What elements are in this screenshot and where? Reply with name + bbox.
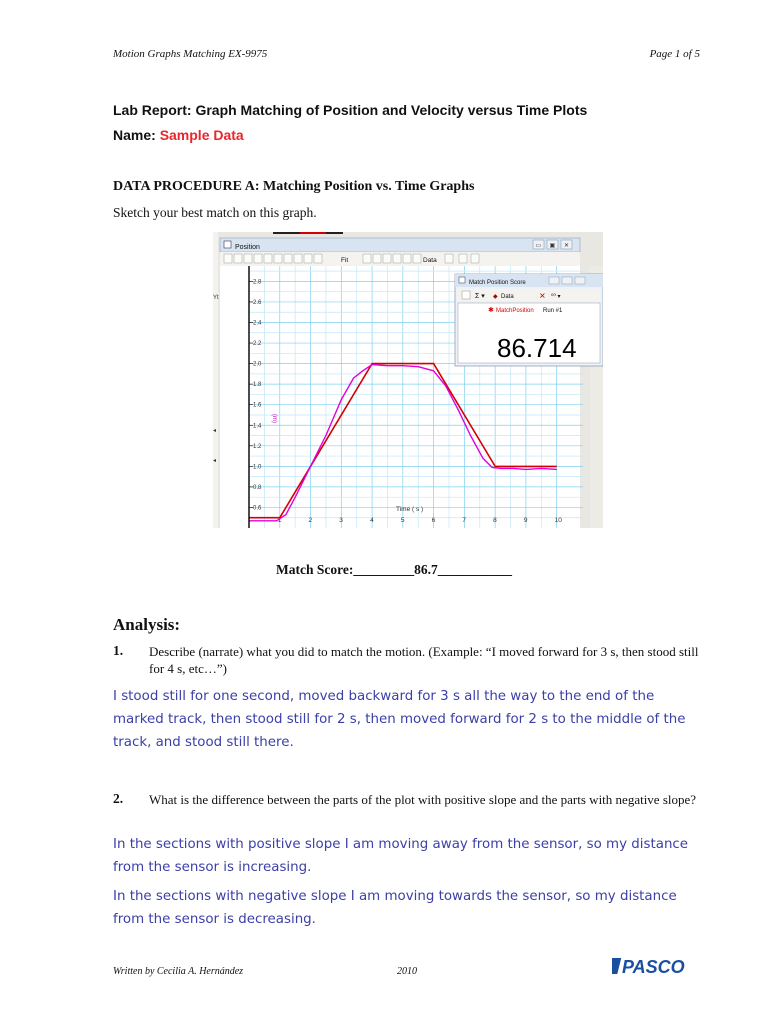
toolbar-button [224,254,232,263]
x-tick-label: 6 [431,517,436,524]
toolbar-button [403,254,411,263]
score-series-label: MatchPosition [496,308,534,314]
x-tick-label: 10 [554,517,562,524]
score-window-title: Match Position Score [469,280,526,286]
match-score-blank-trail: ___________ [437,562,512,577]
x-tick-label: 8 [493,517,497,524]
toolbar-button [393,254,401,263]
x-tick-label: 4 [370,517,374,524]
x-tick-label: 3 [339,517,343,524]
sketch-instruction: Sketch your best match on this graph. [113,205,317,220]
x-tick-label: 9 [523,517,528,524]
running-header-left: Motion Graphs Matching EX-9975 [113,48,268,60]
data-menu[interactable]: Data [423,257,437,264]
pasco-logo-text: PASCO [622,957,685,977]
x-tick-label: 5 [400,517,405,524]
match-score-blank-lead: _________ [353,562,415,577]
pasco-logo [612,955,702,977]
position-window-title: Position [235,244,260,251]
svg-text:◂: ◂ [213,428,217,434]
report-title: Lab Report: Graph Matching of Position and Velocity versus Time Plots [113,102,588,118]
y-tick-label: 2.0 [253,361,262,368]
close-icon: ✕ [564,243,570,249]
x-axis-label: Time ( s ) [396,506,424,513]
y-axis-label: (m) [271,414,277,423]
y-tick-label: 2.8 [253,279,262,286]
y-tick-label: 1.2 [253,443,262,450]
toolbar-button [373,254,381,263]
toolbar-button [304,254,312,263]
window-icon [224,241,231,248]
toolbar-button [314,254,322,263]
score-maximize-button[interactable] [562,277,572,284]
toolbar-button [459,254,467,263]
toolbar-button [413,254,421,263]
y-tick-label: 2.2 [253,341,262,348]
sigma-button[interactable] [462,291,470,299]
score-window-icon [459,277,465,283]
sigma-icon: Σ ▾ [475,293,485,300]
toolbar-button [383,254,391,263]
toolbar-button [274,254,282,263]
question-1-number: 1. [113,643,124,658]
match-score-window [455,274,603,366]
question-2-text: What is the difference between the parts of the plot with positive slope and the parts with negative slope? [149,792,697,807]
asterisk-icon: ✱ [488,307,494,314]
match-score-line [276,562,512,578]
y-tick-label: 0.8 [253,484,262,491]
y-tick-label: 1.6 [253,402,262,409]
toolbar-button [445,254,453,263]
footer-author: Written by Cecilia A. Hernández [113,966,244,977]
analysis-heading: Analysis: [113,615,181,634]
maximize-icon: ▣ [549,243,556,249]
score-close-button[interactable] [575,277,585,284]
score-run-label: Run #1 [543,308,563,314]
fit-menu[interactable]: Fit [341,257,349,264]
y-tick-label: 1.4 [253,423,262,430]
question-2-number: 2. [113,791,124,806]
x-tick-label: 1 [277,517,282,524]
toolbar-button [234,254,242,263]
toolbar-button [284,254,292,263]
y-tick-label: 2.6 [253,299,262,306]
answer-2b: In the sections with negative slope I am moving towards the sensor, so my distance from the sensor is decreasing. [113,889,677,927]
minimize-icon: ▭ [535,243,542,249]
y-tick-label: 1.8 [253,382,262,389]
name-label: Name: [113,127,156,143]
y-tick-label: 0.6 [253,505,262,512]
y-tick-label: 1.0 [253,464,262,471]
question-1-text: Describe (narrate) what you did to match the motion. (Example: “I moved forward for 3 s, then stood still for 4 s, etc…”) [149,644,699,676]
position-window-titlebar [220,238,580,252]
x-tick-label: 2 [308,517,313,524]
answer-1: I stood still for one second, moved backward for 3 s all the way to the end of the marked track, then stood still for 2 s, then moved forward for 2 s to the middle of the track, and stood still there. [113,689,686,750]
procedure-heading: DATA PROCEDURE A: Matching Position vs. Time Graphs [113,179,475,194]
name-value: Sample Data [159,127,244,143]
svg-text:◂: ◂ [213,458,217,464]
answer-2a: In the sections with positive slope I am moving away from the sensor, so my distance from the sensor is increasing. [113,837,689,875]
screenshot-svg [213,232,603,528]
software-screenshot [213,232,603,528]
toolbar-button [264,254,272,263]
svg-text:Yt: Yt [213,295,219,301]
match-score-label: Match Score: [276,562,354,577]
score-minimize-button[interactable] [549,277,559,284]
delete-icon: ✕ [539,291,546,301]
running-header-right: Page 1 of 5 [649,48,700,60]
toolbar-button [244,254,252,263]
score-value: 86.714 [497,333,577,363]
name-line [113,127,244,143]
toolbar-button [363,254,371,263]
y-tick-label: 2.4 [253,320,262,327]
toolbar-button [254,254,262,263]
toolbar-button [471,254,479,263]
x-tick-label: 7 [462,517,467,524]
score-data-menu[interactable]: Data [501,294,514,300]
match-score-value: 86.7 [414,562,438,577]
footer-year: 2010 [397,966,417,977]
toolbar-button [294,254,302,263]
digits-icon: ⁰⁰ ▾ [551,294,561,300]
data-tool-icon: ◆ [493,294,498,300]
